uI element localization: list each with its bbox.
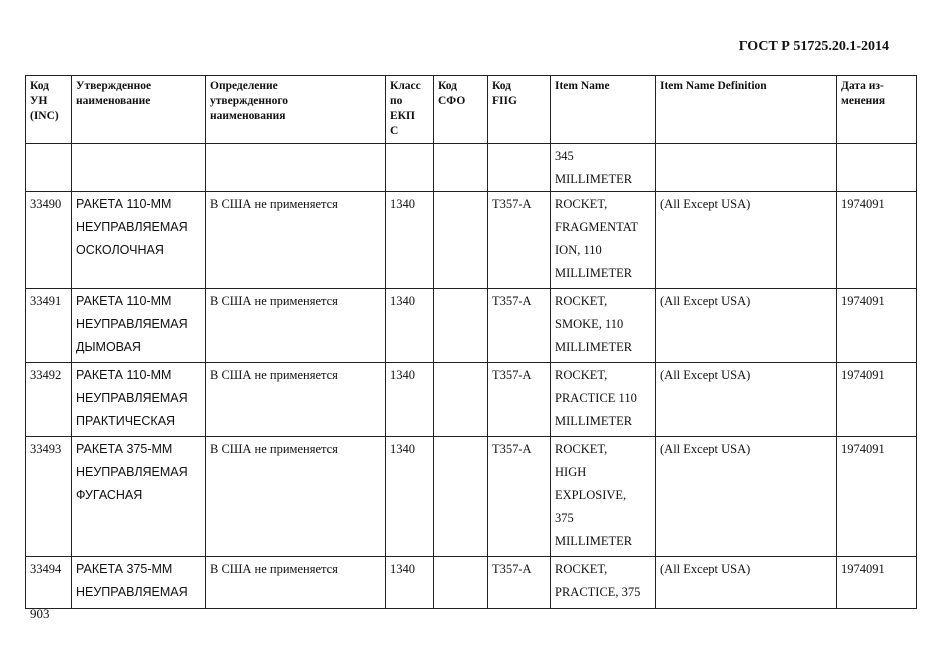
header-item-name-definition: Item Name Definition [656, 76, 837, 144]
table-row [26, 557, 917, 609]
header-approved-name: Утвержденное наименование [72, 76, 206, 144]
cell-item-name: ROCKET, HIGH EXPLOSIVE, 375 MILLIMETER [551, 437, 656, 557]
cell-item-def: (All Except USA) [656, 437, 837, 557]
cell-name: РАКЕТА 375-ММ НЕУПРАВЛЯЕМАЯ ФУГАСНАЯ [72, 437, 206, 557]
cell-inc [26, 144, 72, 192]
cell-item-name: ROCKET, PRACTICE 110 MILLIMETER [551, 363, 656, 437]
cell-item-def: (All Except USA) [656, 289, 837, 363]
cell-definition [206, 144, 386, 192]
cell-fiig: T357-A [488, 289, 551, 363]
cell-sfo [434, 144, 488, 192]
cell-date [837, 144, 917, 192]
table-row [26, 363, 917, 437]
cell-class: 1340 [386, 363, 434, 437]
cell-definition: В США не применяется [206, 363, 386, 437]
cell-sfo [434, 557, 488, 609]
cell-item-name: ROCKET, SMOKE, 110 MILLIMETER [551, 289, 656, 363]
cell-date: 1974091 [837, 437, 917, 557]
cell-class: 1340 [386, 289, 434, 363]
header-class: Класс по ЕКП С [386, 76, 434, 144]
table-row [26, 289, 917, 363]
header-inc: Код УН (INC) [26, 76, 72, 144]
header-row [26, 76, 917, 144]
cell-class: 1340 [386, 557, 434, 609]
data-table [25, 75, 917, 609]
cell-sfo [434, 437, 488, 557]
cell-definition: В США не применяется [206, 437, 386, 557]
page-number: 903 [30, 606, 50, 621]
cell-item-name: ROCKET, FRAGMENTAT ION, 110 MILLIMETER [551, 192, 656, 289]
document-title: ГОСТ Р 51725.20.1-2014 [738, 39, 889, 54]
cell-name: РАКЕТА 110-ММ НЕУПРАВЛЯЕМАЯ ДЫМОВАЯ [72, 289, 206, 363]
cell-class [386, 144, 434, 192]
cell-date: 1974091 [837, 289, 917, 363]
cell-sfo [434, 363, 488, 437]
cell-inc: 33494 [26, 557, 72, 609]
cell-name: РАКЕТА 375-ММ НЕУПРАВЛЯЕМАЯ [72, 557, 206, 609]
cell-sfo [434, 289, 488, 363]
cell-item-name: ROCKET, PRACTICE, 375 [551, 557, 656, 609]
cell-definition: В США не применяется [206, 192, 386, 289]
cell-name: РАКЕТА 110-ММ НЕУПРАВЛЯЕМАЯ ОСКОЛОЧНАЯ [72, 192, 206, 289]
cell-date: 1974091 [837, 192, 917, 289]
cell-fiig: T357-A [488, 363, 551, 437]
cell-class: 1340 [386, 192, 434, 289]
cell-sfo [434, 192, 488, 289]
cell-fiig: T357-A [488, 192, 551, 289]
cell-item-def: (All Except USA) [656, 557, 837, 609]
cell-name [72, 144, 206, 192]
cell-inc: 33492 [26, 363, 72, 437]
cell-class: 1340 [386, 437, 434, 557]
cell-fiig [488, 144, 551, 192]
header-item-name: Item Name [551, 76, 656, 144]
cell-item-def: (All Except USA) [656, 192, 837, 289]
cell-inc: 33493 [26, 437, 72, 557]
cell-inc: 33491 [26, 289, 72, 363]
cell-item-def: (All Except USA) [656, 363, 837, 437]
cell-date: 1974091 [837, 363, 917, 437]
header-fiig: Код FIIG [488, 76, 551, 144]
table-row [26, 437, 917, 557]
header-definition: Определение утвержденного наименования [206, 76, 386, 144]
cell-definition: В США не применяется [206, 557, 386, 609]
cell-name: РАКЕТА 110-ММ НЕУПРАВЛЯЕМАЯ ПРАКТИЧЕСКАЯ [72, 363, 206, 437]
table-row [26, 144, 917, 192]
cell-definition: В США не применяется [206, 289, 386, 363]
cell-fiig: T357-A [488, 437, 551, 557]
cell-inc: 33490 [26, 192, 72, 289]
cell-fiig: T357-A [488, 557, 551, 609]
header-sfo: Код СФО [434, 76, 488, 144]
cell-date: 1974091 [837, 557, 917, 609]
cell-item-def [656, 144, 837, 192]
header-date: Дата из- менения [837, 76, 917, 144]
cell-item-name: 345 MILLIMETER [551, 144, 656, 192]
table-row [26, 192, 917, 289]
